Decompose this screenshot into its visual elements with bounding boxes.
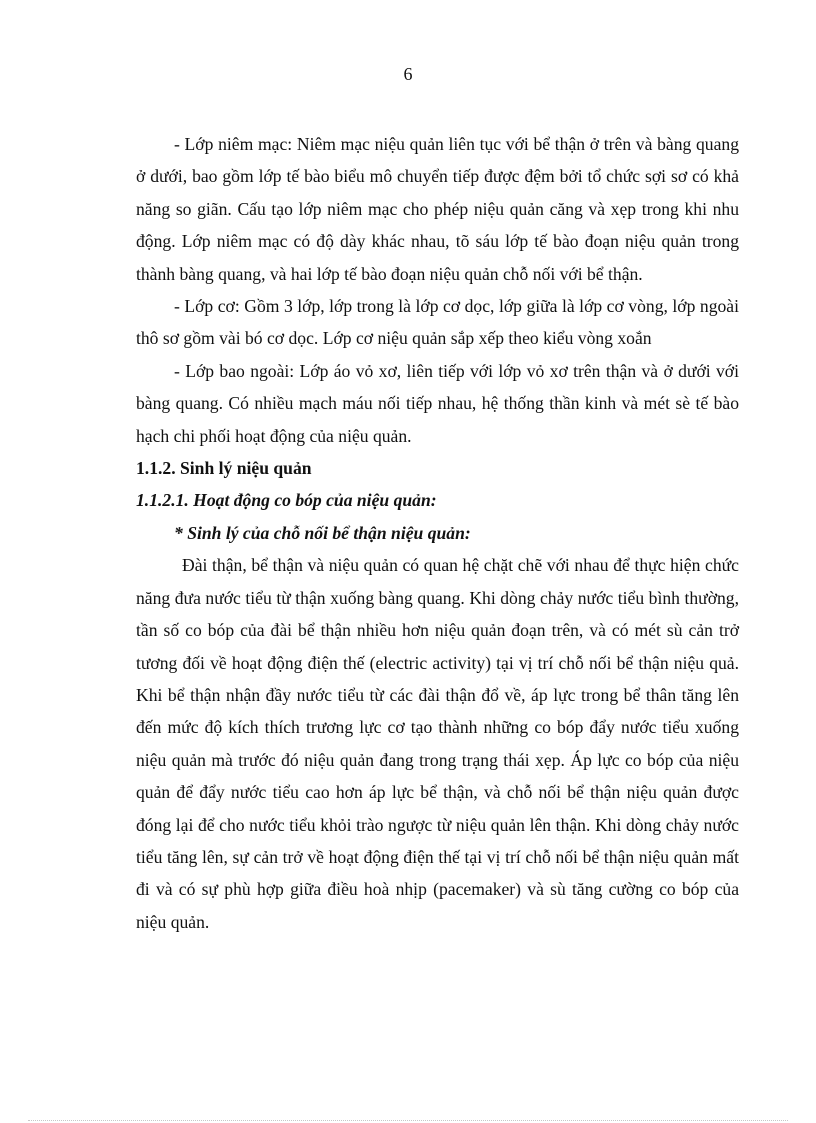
paragraph-muscle-layer: - Lớp cơ: Gồm 3 lớp, lớp trong là lớp cơ dọc, lớp giữa là lớp cơ vòng, lớp ngoài thô sơ gồm vài bó cơ dọc. Lớp cơ niệu quản sắp xếp theo kiểu vòng xoắn xyxy=(136,296,739,349)
paragraph-physiology: Đài thận, bể thận và niệu quản có quan hệ chặt chẽ với nhau để thực hiện chức năng đưa nước tiểu từ thận xuống bàng quang. Khi dòng chảy nước tiểu bình thường, tần số co bóp của đài bể thận nhiều hơn niệu quản đoạn trên, và có mét sù cản trở tương đối về hoạt động điện thế (electric activity) tại vị trí chỗ nối bể thận niệu quả. Khi bể thận nhận đầy nước tiểu từ các đài thận đổ về, áp lực trong bể thân tăng lên đến mức độ kích thích trương lực cơ tạo thành những co bóp đẩy nước tiểu xuống niệu quản mà trước đó niệu quản đang trong trạng thái xẹp. Áp lực co bóp của niệu quản để đẩy nước tiểu cao hơn áp lực bể thận, và chỗ nối bể thận niệu quản được đóng lại để cho nước tiểu khỏi trào ngược từ niệu quản lên thận. Khi dòng chảy nước tiểu tăng lên, sự cản trở về hoạt động điện thế tại vị trí chỗ nối bể thận niệu quản mất đi và có sự phù hợp giữa điều hoà nhịp (pacemaker) và sù tăng cường co bóp của niệu quản. xyxy=(136,555,739,932)
paragraph-outer-layer: - Lớp bao ngoài: Lớp áo vỏ xơ, liên tiếp với lớp vỏ xơ trên thận và ở dưới với bàng quang. Có nhiều mạch máu nối tiếp nhau, hệ thống thần kinh và mét sè tế bào hạch chi phối hoạt động của niệu quản. xyxy=(136,360,739,446)
paragraph-mucosa: - Lớp niêm mạc: Niêm mạc niệu quản liên tục với bể thận ở trên và bàng quang ở dưới, bao gồm lớp tế bào biểu mô chuyển tiếp được đệm bởi tổ chức sợi sơ có khả năng so giãn. Cấu tạo lớp niêm mạc cho phép niệu quản căng và xẹp trong khi nhu động. Lớp niêm mạc có độ dày khác nhau, tõ sáu lớp tế bào đoạn niệu quản trong thành bàng quang, và hai lớp tế bào đoạn niệu quản chỗ nối với bể thận. xyxy=(136,134,739,284)
footer-divider xyxy=(28,1120,788,1121)
page-number: 6 xyxy=(403,64,413,84)
subsection-heading-contraction: 1.1.2.1. Hoạt động co bóp của niệu quản: xyxy=(136,490,437,511)
sub-heading-pyeloureteral-junction: * Sinh lý của chỗ nối bể thận niệu quản: xyxy=(174,522,471,543)
document-body xyxy=(136,128,739,938)
section-heading-ureter-physiology: 1.1.2. Sinh lý niệu quản xyxy=(136,458,312,479)
